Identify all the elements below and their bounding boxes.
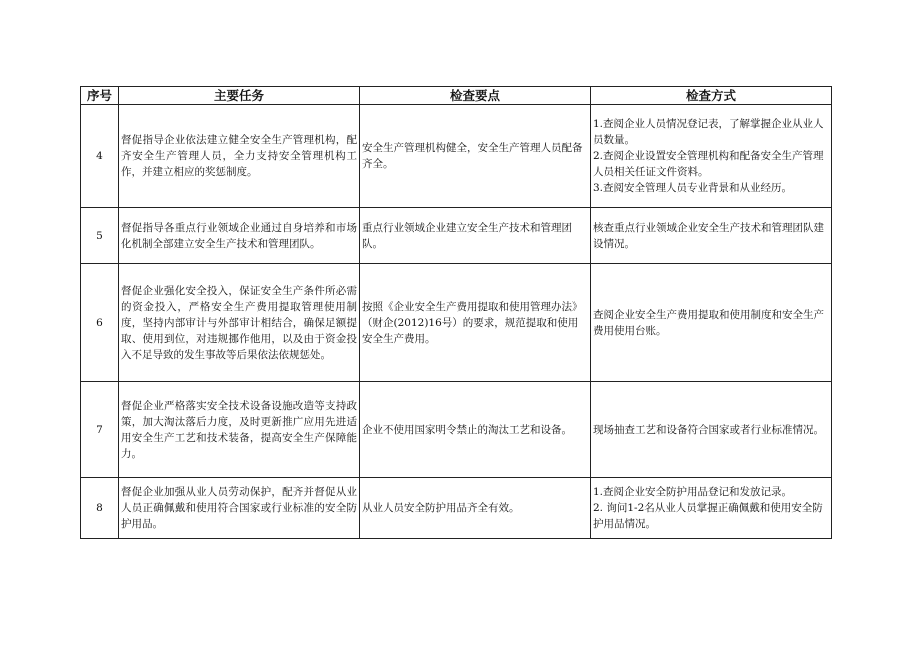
table-row: [81, 264, 832, 382]
header-check: 检查要点: [360, 87, 591, 105]
method-line: 查阅企业安全生产费用提取和使用制度和安全生产费用使用台账。: [593, 308, 824, 337]
method-line: 1.查阅企业安全防护用品登记和发放记录。: [593, 486, 793, 498]
header-method: 检查方式: [591, 87, 832, 105]
table-row: [81, 478, 832, 539]
task-cell: 督促企业强化安全投入，保证安全生产条件所必需的资金投入，严格安全生产费用提取管理使用制度，坚持内部审计与外部审计相结合，确保足额提取、使用到位，对违规挪作他用，以及由于资金投入不足导致的发生事故等后果依法依规惩处。: [119, 264, 360, 382]
header-task: 主要任务: [119, 87, 360, 105]
task-cell: 督促企业严格落实安全技术设备设施改造等支持政策，加大淘汰落后力度，及时更新推广应用先进适用安全生产工艺和技术装备，提高安全生产保障能力。: [119, 382, 360, 478]
task-cell: 督促企业加强从业人员劳动保护，配齐并督促从业人员正确佩戴和使用符合国家或行业标准的安全防护用品。: [119, 478, 360, 539]
row-number: 4: [81, 105, 119, 208]
check-point-cell: 按照《企业安全生产费用提取和使用管理办法》（财企(2012)16号）的要求，规范提取和使用安全生产费用。: [360, 264, 591, 382]
row-number: 5: [81, 208, 119, 264]
inspection-table: [80, 86, 832, 539]
task-cell: 督促指导各重点行业领域企业通过自身培养和市场化机制全部建立安全生产技术和管理团队。: [119, 208, 360, 264]
method-cell: [591, 208, 832, 264]
check-point-cell: 安全生产管理机构健全，安全生产管理人员配备齐全。: [360, 105, 591, 208]
row-number: 7: [81, 382, 119, 478]
table-header-row: [81, 87, 832, 105]
row-number: 8: [81, 478, 119, 539]
check-point-cell: 从业人员安全防护用品齐全有效。: [360, 478, 591, 539]
task-cell: 督促指导企业依法建立健全安全生产管理机构，配齐安全生产管理人员，全力支持安全管理机构工作，并建立相应的奖惩制度。: [119, 105, 360, 208]
row-number: 6: [81, 264, 119, 382]
check-point-cell: 重点行业领域企业建立安全生产技术和管理团队。: [360, 208, 591, 264]
method-line: 1.查阅企业人员情况登记表，了解掌握企业从业人员数量。: [593, 118, 824, 146]
check-point-cell: 企业不使用国家明令禁止的淘汰工艺和设备。: [360, 382, 591, 478]
table-row: [81, 208, 832, 264]
method-cell: [591, 105, 832, 208]
header-num: 序号: [81, 87, 119, 105]
method-line: 2.查阅企业设置安全管理机构和配备安全生产管理人员相关任证文件资料。: [593, 150, 824, 178]
method-line: 核查重点行业领域企业安全生产技术和管理团队建设情况。: [593, 221, 824, 250]
method-line: 2. 询问1-2名从业人员掌握正确佩戴和使用安全防护用品情况。: [593, 502, 823, 530]
table-row: [81, 382, 832, 478]
method-cell: [591, 478, 832, 539]
method-cell: [591, 264, 832, 382]
table-row: [81, 105, 832, 208]
method-line: 现场抽查工艺和设备符合国家或者行业标准情况。: [593, 423, 824, 436]
method-cell: [591, 382, 832, 478]
method-line: 3.查阅安全管理人员专业背景和从业经历。: [593, 182, 793, 194]
